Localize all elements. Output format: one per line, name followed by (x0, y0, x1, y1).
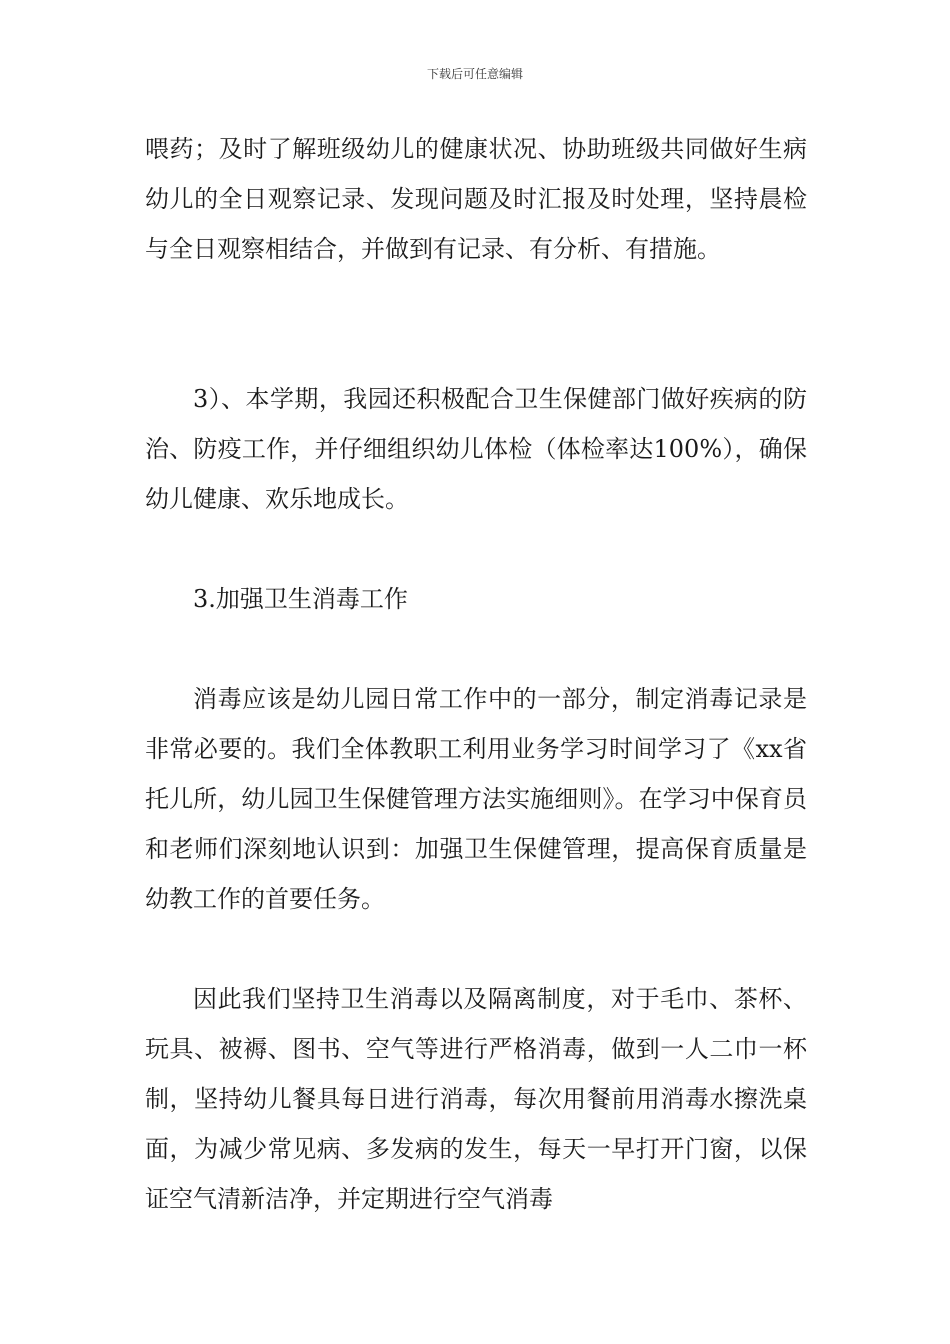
paragraph-disinfection-practice: 因此我们坚持卫生消毒以及隔离制度，对于毛巾、茶杯、玩具、被褥、图书、空气等进行严格消毒，做到一人二巾一杯制，坚持幼儿餐具每日进行消毒，每次用餐前用消毒水擦洗桌面，为减少常见病、多发病的发生，每天一早打开门窗，以保证空气清新洁净，并定期进行空气消毒 (145, 985, 807, 1213)
page-header: 下载后可任意编辑 (426, 67, 523, 81)
paragraph-disinfection-records: 消毒应该是幼儿园日常工作中的一部分，制定消毒记录是非常必要的。我们全体教职工利用业务学习时间学习了《xx省托儿所，幼儿园卫生保健管理方法实施细则》。在学习中保育员和老师们深刻地认识到：加强卫生保健管理，提高保育质量是幼教工作的首要任务。 (145, 685, 807, 913)
paragraph-health-observation: 喂药；及时了解班级幼儿的健康状况、协助班级共同做好生病幼儿的全日观察记录、发现问题及时汇报及时处理，坚持晨检与全日观察相结合，并做到有记录、有分析、有措施。 (145, 135, 807, 263)
section-heading-disinfection: 3.加强卫生消毒工作 (193, 585, 408, 613)
paragraph-disease-prevention: 3）、本学期，我园还积极配合卫生保健部门做好疾病的防治、防疫工作，并仔细组织幼儿体检（体检率达100%），确保幼儿健康、欢乐地成长。 (145, 385, 807, 513)
